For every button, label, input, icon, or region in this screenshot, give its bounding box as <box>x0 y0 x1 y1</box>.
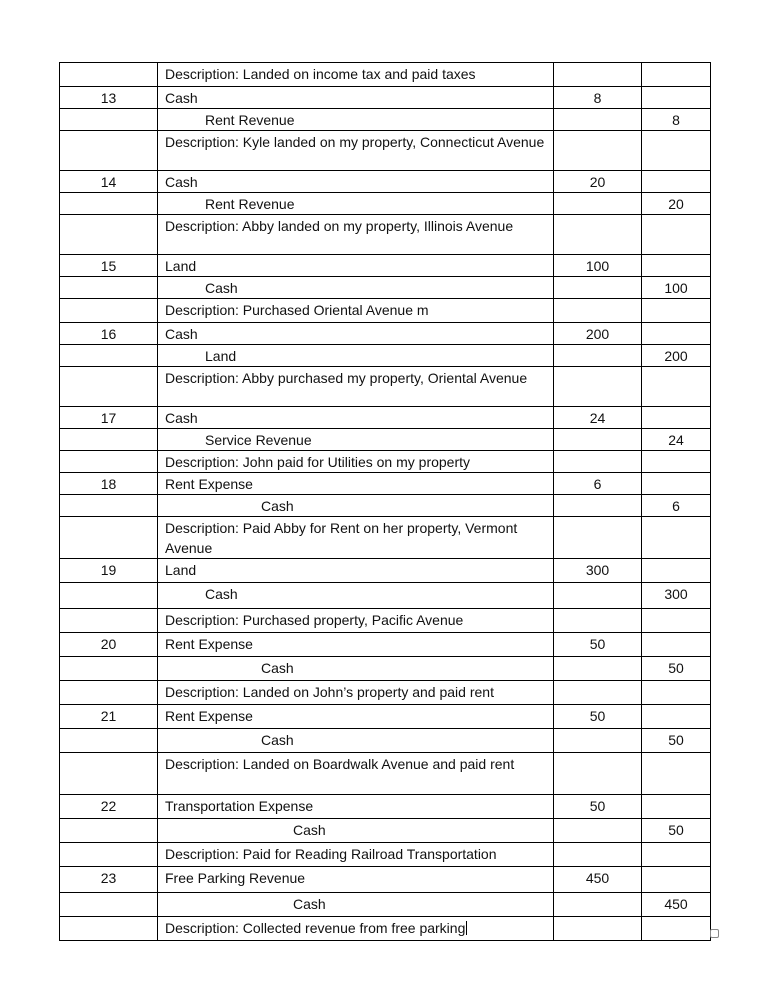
description-row <box>60 843 711 867</box>
credit-cell[interactable] <box>642 63 711 87</box>
credit-cell[interactable]: 6 <box>642 495 711 517</box>
credit-cell[interactable] <box>642 609 711 633</box>
credit-cell[interactable] <box>642 633 711 657</box>
debit-cell[interactable] <box>554 299 642 323</box>
credit-cell[interactable] <box>642 917 711 941</box>
date-cell[interactable] <box>60 729 158 753</box>
date-cell[interactable] <box>60 657 158 681</box>
credit-row <box>60 429 711 451</box>
account-name: Cash <box>261 660 294 676</box>
debit-cell[interactable] <box>554 131 642 171</box>
date-cell[interactable] <box>60 917 158 941</box>
account-name: Transportation Expense <box>165 798 314 814</box>
description-cell[interactable] <box>158 63 554 87</box>
description-row <box>60 367 711 407</box>
description-row <box>60 299 711 323</box>
date-cell[interactable] <box>60 345 158 367</box>
debit-cell[interactable]: 20 <box>554 171 642 193</box>
account-cell[interactable] <box>158 705 554 729</box>
account-name: Rent Revenue <box>205 112 295 128</box>
description-cell[interactable] <box>158 753 554 795</box>
account-name: Land <box>165 562 197 578</box>
credit-cell[interactable] <box>642 407 711 429</box>
debit-row <box>60 795 711 819</box>
date-cell[interactable] <box>60 193 158 215</box>
debit-cell[interactable] <box>554 109 642 131</box>
account-cell[interactable] <box>158 255 554 277</box>
debit-cell[interactable] <box>554 893 642 917</box>
debit-row <box>60 323 711 345</box>
date-cell[interactable]: 21 <box>60 705 158 729</box>
debit-cell[interactable]: 450 <box>554 867 642 893</box>
credit-cell[interactable] <box>642 681 711 705</box>
description-cell[interactable] <box>158 299 554 323</box>
debit-row <box>60 867 711 893</box>
description-cell[interactable] <box>158 843 554 867</box>
credit-cell[interactable] <box>642 87 711 109</box>
debit-cell[interactable] <box>554 345 642 367</box>
description-row <box>60 517 711 559</box>
account-name: Free Parking Revenue <box>165 870 306 886</box>
date-cell[interactable] <box>60 451 158 473</box>
description-cell[interactable] <box>158 131 554 171</box>
debit-cell[interactable] <box>554 517 642 559</box>
description-text: Description: Abby landed on my property, Illinois Avenue <box>165 218 514 234</box>
date-cell[interactable] <box>60 753 158 795</box>
journal-table <box>59 62 711 941</box>
debit-row <box>60 255 711 277</box>
credit-cell[interactable] <box>642 323 711 345</box>
credit-cell[interactable]: 24 <box>642 429 711 451</box>
debit-row <box>60 705 711 729</box>
account-cell[interactable] <box>158 893 554 917</box>
account-name: Cash <box>205 280 238 296</box>
date-cell[interactable] <box>60 681 158 705</box>
description-cell[interactable] <box>158 917 554 941</box>
account-cell[interactable] <box>158 559 554 583</box>
description-cell[interactable] <box>158 215 554 255</box>
debit-row <box>60 87 711 109</box>
credit-cell[interactable] <box>642 867 711 893</box>
description-cell[interactable] <box>158 517 554 559</box>
description-text: Description: Purchased Oriental Avenue m <box>165 302 429 318</box>
credit-cell[interactable] <box>642 559 711 583</box>
debit-cell[interactable] <box>554 843 642 867</box>
description-row <box>60 215 711 255</box>
account-name: Cash <box>261 732 294 748</box>
credit-cell[interactable] <box>642 795 711 819</box>
debit-row <box>60 473 711 495</box>
debit-cell[interactable]: 24 <box>554 407 642 429</box>
debit-row <box>60 633 711 657</box>
credit-cell[interactable] <box>642 215 711 255</box>
date-cell[interactable] <box>60 367 158 407</box>
description-text: Description: Paid for Reading Railroad Transportation <box>165 846 497 862</box>
date-cell[interactable] <box>60 277 158 299</box>
debit-cell[interactable] <box>554 367 642 407</box>
debit-cell[interactable] <box>554 63 642 87</box>
account-name: Rent Revenue <box>205 196 295 212</box>
account-name: Land <box>205 348 237 364</box>
credit-cell[interactable]: 20 <box>642 193 711 215</box>
credit-cell[interactable] <box>642 473 711 495</box>
date-cell[interactable] <box>60 517 158 559</box>
account-cell[interactable] <box>158 473 554 495</box>
credit-cell[interactable] <box>642 705 711 729</box>
date-cell[interactable]: 13 <box>60 87 158 109</box>
debit-cell[interactable]: 200 <box>554 323 642 345</box>
debit-row <box>60 407 711 429</box>
description-text: Description: Purchased property, Pacific Avenue <box>165 612 464 628</box>
credit-row <box>60 495 711 517</box>
credit-row <box>60 109 711 131</box>
account-cell[interactable] <box>158 171 554 193</box>
account-name: Cash <box>165 90 198 106</box>
credit-row <box>60 583 711 609</box>
date-cell[interactable]: 18 <box>60 473 158 495</box>
credit-cell[interactable]: 200 <box>642 345 711 367</box>
credit-row <box>60 193 711 215</box>
credit-cell[interactable]: 300 <box>642 583 711 609</box>
account-cell[interactable] <box>158 109 554 131</box>
account-name: Cash <box>293 896 326 912</box>
account-name: Rent Expense <box>165 476 253 492</box>
date-cell[interactable]: 23 <box>60 867 158 893</box>
account-cell[interactable] <box>158 277 554 299</box>
date-cell[interactable] <box>60 893 158 917</box>
account-cell[interactable] <box>158 633 554 657</box>
date-cell[interactable] <box>60 843 158 867</box>
date-cell[interactable] <box>60 583 158 609</box>
account-cell[interactable] <box>158 729 554 753</box>
credit-cell[interactable] <box>642 753 711 795</box>
account-name: Cash <box>293 822 326 838</box>
date-cell[interactable]: 22 <box>60 795 158 819</box>
date-cell[interactable]: 20 <box>60 633 158 657</box>
description-text: Description: John paid for Utilities on my property <box>165 454 471 470</box>
account-name: Land <box>165 258 197 274</box>
description-cell[interactable] <box>158 681 554 705</box>
description-cell[interactable] <box>158 367 554 407</box>
credit-cell[interactable] <box>642 843 711 867</box>
account-cell[interactable] <box>158 193 554 215</box>
date-cell[interactable] <box>60 109 158 131</box>
account-cell[interactable] <box>158 795 554 819</box>
description-text: Description: Landed on John’s property and paid rent <box>165 684 494 700</box>
account-cell[interactable] <box>158 819 554 843</box>
account-name: Rent Expense <box>165 636 253 652</box>
description-row <box>60 917 711 941</box>
date-cell[interactable]: 17 <box>60 407 158 429</box>
date-cell[interactable] <box>60 131 158 171</box>
description-row <box>60 609 711 633</box>
credit-cell[interactable] <box>642 131 711 171</box>
account-cell[interactable] <box>158 407 554 429</box>
debit-row <box>60 171 711 193</box>
account-name: Cash <box>165 410 198 426</box>
debit-cell[interactable] <box>554 753 642 795</box>
credit-cell[interactable]: 450 <box>642 893 711 917</box>
credit-row <box>60 893 711 917</box>
account-name: Rent Expense <box>165 708 253 724</box>
debit-row <box>60 559 711 583</box>
debit-cell[interactable] <box>554 277 642 299</box>
credit-cell[interactable] <box>642 299 711 323</box>
debit-cell[interactable] <box>554 681 642 705</box>
date-cell[interactable]: 15 <box>60 255 158 277</box>
account-name: Cash <box>165 326 198 342</box>
account-cell[interactable] <box>158 429 554 451</box>
description-row <box>60 681 711 705</box>
debit-cell[interactable]: 6 <box>554 473 642 495</box>
date-cell[interactable] <box>60 215 158 255</box>
date-cell[interactable] <box>60 495 158 517</box>
debit-cell[interactable] <box>554 609 642 633</box>
debit-cell[interactable]: 50 <box>554 795 642 819</box>
credit-row <box>60 657 711 681</box>
date-cell[interactable]: 19 <box>60 559 158 583</box>
account-name: Service Revenue <box>205 432 312 448</box>
account-cell[interactable] <box>158 583 554 609</box>
credit-cell[interactable]: 8 <box>642 109 711 131</box>
date-cell[interactable] <box>60 299 158 323</box>
date-cell[interactable] <box>60 429 158 451</box>
description-row <box>60 753 711 795</box>
account-name: Cash <box>205 586 238 602</box>
debit-cell[interactable] <box>554 215 642 255</box>
debit-cell[interactable] <box>554 583 642 609</box>
debit-cell[interactable] <box>554 495 642 517</box>
debit-cell[interactable] <box>554 819 642 843</box>
credit-row <box>60 729 711 753</box>
account-name: Cash <box>261 498 294 514</box>
credit-cell[interactable]: 100 <box>642 277 711 299</box>
description-cell[interactable] <box>158 609 554 633</box>
account-cell[interactable] <box>158 323 554 345</box>
credit-cell[interactable] <box>642 367 711 407</box>
description-text: Description: Landed on Boardwalk Avenue and paid rent <box>165 756 515 772</box>
debit-cell[interactable] <box>554 451 642 473</box>
account-cell[interactable] <box>158 495 554 517</box>
description-text: Description: Collected revenue from free parking <box>165 920 466 936</box>
debit-cell[interactable]: 8 <box>554 87 642 109</box>
account-cell[interactable] <box>158 87 554 109</box>
credit-cell[interactable] <box>642 517 711 559</box>
description-text: Description: Paid Abby for Rent on her property, Vermont Avenue <box>165 520 518 556</box>
description-row <box>60 131 711 171</box>
credit-cell[interactable]: 50 <box>642 657 711 681</box>
credit-cell[interactable] <box>642 255 711 277</box>
debit-cell[interactable] <box>554 657 642 681</box>
date-cell[interactable]: 14 <box>60 171 158 193</box>
date-cell[interactable] <box>60 819 158 843</box>
debit-cell[interactable] <box>554 193 642 215</box>
credit-cell[interactable] <box>642 171 711 193</box>
description-text: Description: Abby purchased my property, Oriental Avenue <box>165 370 528 386</box>
credit-cell[interactable] <box>642 451 711 473</box>
description-cell[interactable] <box>158 451 554 473</box>
credit-row <box>60 819 711 843</box>
debit-cell[interactable] <box>554 917 642 941</box>
account-cell[interactable] <box>158 657 554 681</box>
credit-cell[interactable]: 50 <box>642 729 711 753</box>
credit-cell[interactable]: 50 <box>642 819 711 843</box>
date-cell[interactable]: 16 <box>60 323 158 345</box>
date-cell[interactable] <box>60 63 158 87</box>
credit-row <box>60 345 711 367</box>
account-cell[interactable] <box>158 345 554 367</box>
description-text: Description: Kyle landed on my property, Connecticut Avenue <box>165 134 545 150</box>
debit-cell[interactable] <box>554 429 642 451</box>
account-cell[interactable] <box>158 867 554 893</box>
debit-cell[interactable]: 50 <box>554 633 642 657</box>
table-resize-handle[interactable] <box>710 929 719 938</box>
date-cell[interactable] <box>60 609 158 633</box>
credit-row <box>60 277 711 299</box>
description-text: Description: Landed on income tax and paid taxes <box>165 66 476 82</box>
description-row <box>60 451 711 473</box>
account-name: Cash <box>165 174 198 190</box>
debit-cell[interactable]: 100 <box>554 255 642 277</box>
text-cursor <box>466 921 467 935</box>
journal-body <box>60 63 711 941</box>
debit-cell[interactable]: 50 <box>554 705 642 729</box>
debit-cell[interactable]: 300 <box>554 559 642 583</box>
debit-cell[interactable] <box>554 729 642 753</box>
description-row <box>60 63 711 87</box>
